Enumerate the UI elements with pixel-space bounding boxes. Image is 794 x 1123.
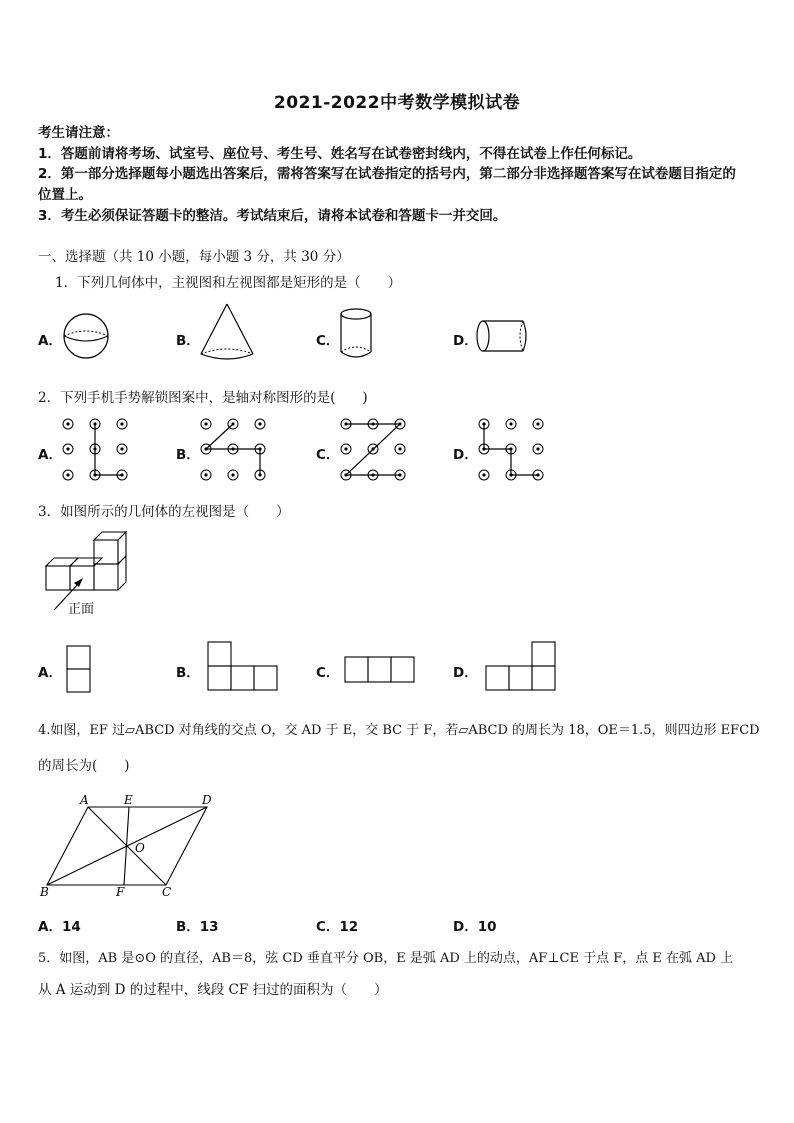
unlock-pattern-b [198, 416, 274, 486]
unlock-pattern-c [338, 416, 414, 486]
q4-choice-b: B．13 [176, 919, 219, 935]
question-1-text: 1．下列几何体中，主视图和左视图都是矩形的是（ ） [55, 275, 402, 291]
unlock-pattern-d [476, 416, 552, 486]
q2-option-a-label: A． [38, 447, 62, 463]
q1-option-d-label: D． [453, 333, 478, 349]
question-2-text: 2．下列手机手势解锁图案中，是轴对称图形的是( ) [38, 390, 368, 406]
q4-choice-c: C．12 [316, 919, 359, 935]
q2-option-c-label: C． [316, 447, 340, 463]
section-heading: 一、选择题（共 10 小题，每小题 3 分，共 30 分） [38, 249, 350, 265]
cylinder-upright-figure [338, 306, 378, 362]
notice-item: 位置上。 [38, 187, 92, 203]
view-option-c [344, 656, 418, 686]
q4-choice-d: D．10 [453, 919, 497, 935]
q2-option-d-label: D． [453, 447, 478, 463]
q1-option-c-label: C． [316, 333, 340, 349]
view-option-a [66, 645, 92, 695]
cone-figure [198, 302, 256, 364]
question-5-text: 5．如图，AB 是⊙O 的直径，AB＝8，弦 CD 垂直平分 OB，E 是弧 AD 上的动点，AF⊥CE 于点 F，点 E 在弧 AD 上 [38, 951, 734, 966]
notice-heading: 考生请注意： [38, 125, 119, 141]
point-e-label: E [124, 793, 133, 807]
cylinder-lying-figure [474, 318, 532, 356]
point-d-label: D [202, 793, 212, 807]
q2-option-b-label: B． [176, 447, 200, 463]
view-option-b [207, 641, 281, 693]
point-c-label: C [162, 885, 172, 899]
q3-option-d-label: D． [453, 665, 478, 681]
q1-option-b-label: B． [176, 333, 200, 349]
question-4-text-cont: 的周长为( ) [38, 758, 130, 774]
point-f-label: F [116, 885, 125, 899]
q4-choice-a: A．14 [38, 919, 81, 935]
front-label: 正面 [68, 602, 95, 617]
unlock-pattern-a [60, 416, 136, 486]
sphere-figure [60, 312, 112, 362]
parallelogram-figure [38, 790, 228, 902]
q1-option-a-label: A． [38, 333, 62, 349]
notice-item: 3．考生必须保证答题卡的整洁。考试结束后，请将本试卷和答题卡一并交回。 [38, 208, 507, 224]
view-option-d [485, 641, 559, 693]
question-4-text: 4.如图，EF 过▱ABCD 对角线的交点 O，交 AD 于 E，交 BC 于 F，若▱ABCD 的周长为 18，OE＝1.5，则四边形 EFCD [38, 723, 760, 738]
q3-option-b-label: B． [176, 665, 200, 681]
q3-option-c-label: C． [316, 665, 340, 681]
question-3-text: 3．如图所示的几何体的左视图是（ ） [38, 504, 290, 520]
question-5-text-cont: 从 A 运动到 D 的过程中，线段 CF 扫过的面积为（ ） [38, 982, 388, 998]
page-title: 2021-2022中考数学模拟试卷 [273, 93, 521, 113]
q3-option-a-label: A． [38, 665, 62, 681]
point-b-label: B [40, 885, 49, 899]
notice-item: 1．答题前请将考场、试室号、座位号、考生号、姓名写在试卷密封线内，不得在试卷上作任何标记。 [38, 146, 642, 162]
point-a-label: A [80, 793, 89, 807]
point-o-label: O [135, 841, 145, 855]
notice-item: 2．第一部分选择题每小题选出答案后，需将答案写在试卷指定的括号内，第二部分非选择题答案写在试卷题目指定的 [38, 166, 736, 182]
